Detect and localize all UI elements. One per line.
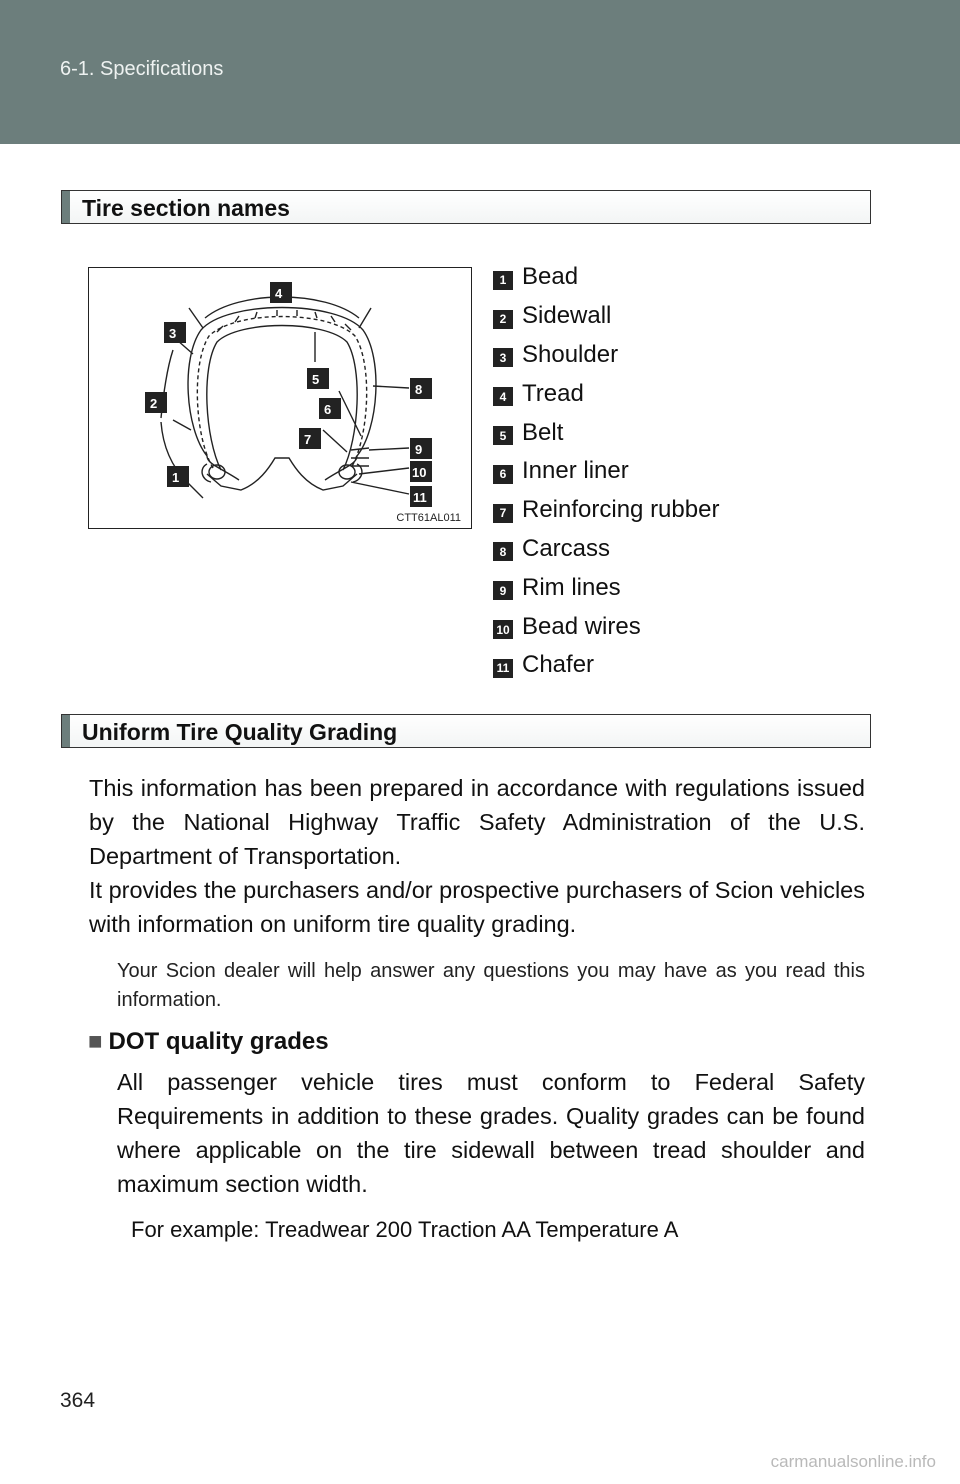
tire-cross-section-figure	[88, 267, 472, 529]
legend-item	[493, 297, 719, 336]
legend-item	[493, 374, 719, 413]
svg-text:3: 3	[169, 326, 177, 341]
utqg-paragraph-2: It provides the purchasers and/or prospective purchasers of Scion vehicles with information on uniform tire quality grading.	[89, 877, 865, 937]
svg-text:11: 11	[413, 490, 427, 505]
svg-text:2: 2	[150, 396, 158, 411]
grading-example: For example: Treadwear 200 Traction AA Temperature A	[131, 1217, 679, 1242]
legend-label: Rim lines	[522, 573, 621, 601]
svg-text:9: 9	[415, 442, 423, 457]
legend-item	[493, 491, 719, 530]
tire-section-heading	[61, 190, 871, 224]
svg-text:7: 7	[304, 432, 312, 447]
item-number-badge: 8	[493, 542, 513, 561]
legend-label: Chafer	[522, 651, 595, 679]
svg-text:8: 8	[415, 382, 423, 397]
legend-item	[493, 258, 719, 297]
page-number: 364	[60, 1389, 96, 1412]
legend-item	[493, 413, 719, 452]
legend-item	[493, 452, 719, 491]
legend-label: Shoulder	[522, 340, 619, 368]
section-breadcrumb: 6-1. Specifications	[60, 58, 224, 80]
item-number-badge: 11	[493, 659, 513, 678]
legend-item	[493, 530, 719, 569]
legend-label: Bead wires	[522, 612, 641, 640]
item-number-badge: 6	[493, 465, 513, 484]
tire-diagram	[89, 268, 473, 530]
legend-label: Belt	[522, 418, 564, 446]
item-number-badge: 2	[493, 310, 513, 329]
tire-parts-legend	[493, 258, 719, 685]
svg-text:10: 10	[412, 465, 427, 480]
legend-label: Reinforcing rubber	[522, 496, 720, 524]
svg-text:4: 4	[275, 286, 283, 301]
svg-text:5: 5	[312, 372, 320, 387]
dealer-note: Your Scion dealer will help answer any questions you may have as you read this information.	[117, 960, 865, 1011]
item-number-badge: 9	[493, 581, 513, 600]
watermark: carmanualsonline.info	[770, 1452, 936, 1471]
legend-label: Sidewall	[522, 302, 612, 330]
dot-grades-heading-text: DOT quality grades	[108, 1028, 329, 1055]
square-bullet-icon: ■	[88, 1028, 103, 1055]
legend-item	[493, 646, 719, 685]
dot-grades-heading	[88, 1028, 329, 1056]
item-number-badge: 3	[493, 348, 513, 367]
legend-item	[493, 568, 719, 607]
item-number-badge: 1	[493, 271, 513, 290]
svg-text:6: 6	[324, 402, 332, 417]
heading-marker	[62, 191, 70, 223]
svg-text:1: 1	[172, 470, 180, 485]
dot-grades-body: All passenger vehicle tires must conform to Federal Safety Requirements in addition to these grades. Quality grades can be found where applicable on the tire sidewall between tread shoulder and maximum section width.	[117, 1069, 865, 1197]
legend-item	[493, 607, 719, 646]
utqg-heading-text: Uniform Tire Quality Grading	[82, 719, 398, 745]
legend-label: Inner liner	[522, 457, 629, 485]
page-header	[0, 0, 960, 144]
item-number-badge: 10	[493, 620, 513, 639]
legend-label: Bead	[522, 263, 579, 291]
utqg-paragraph-1: This information has been prepared in accordance with regulations issued by the National Highway Traffic Safety Administration of the U.S. Department of Transportation.	[89, 775, 865, 869]
legend-item	[493, 336, 719, 375]
heading-marker	[62, 715, 70, 747]
figure-code: CTT61AL011	[396, 512, 461, 524]
utqg-section-heading	[61, 714, 871, 748]
item-number-badge: 4	[493, 387, 513, 406]
legend-label: Carcass	[522, 534, 611, 562]
item-number-badge: 7	[493, 504, 513, 523]
item-number-badge: 5	[493, 426, 513, 445]
tire-section-heading-text: Tire section names	[82, 195, 290, 221]
legend-label: Tread	[522, 379, 584, 407]
